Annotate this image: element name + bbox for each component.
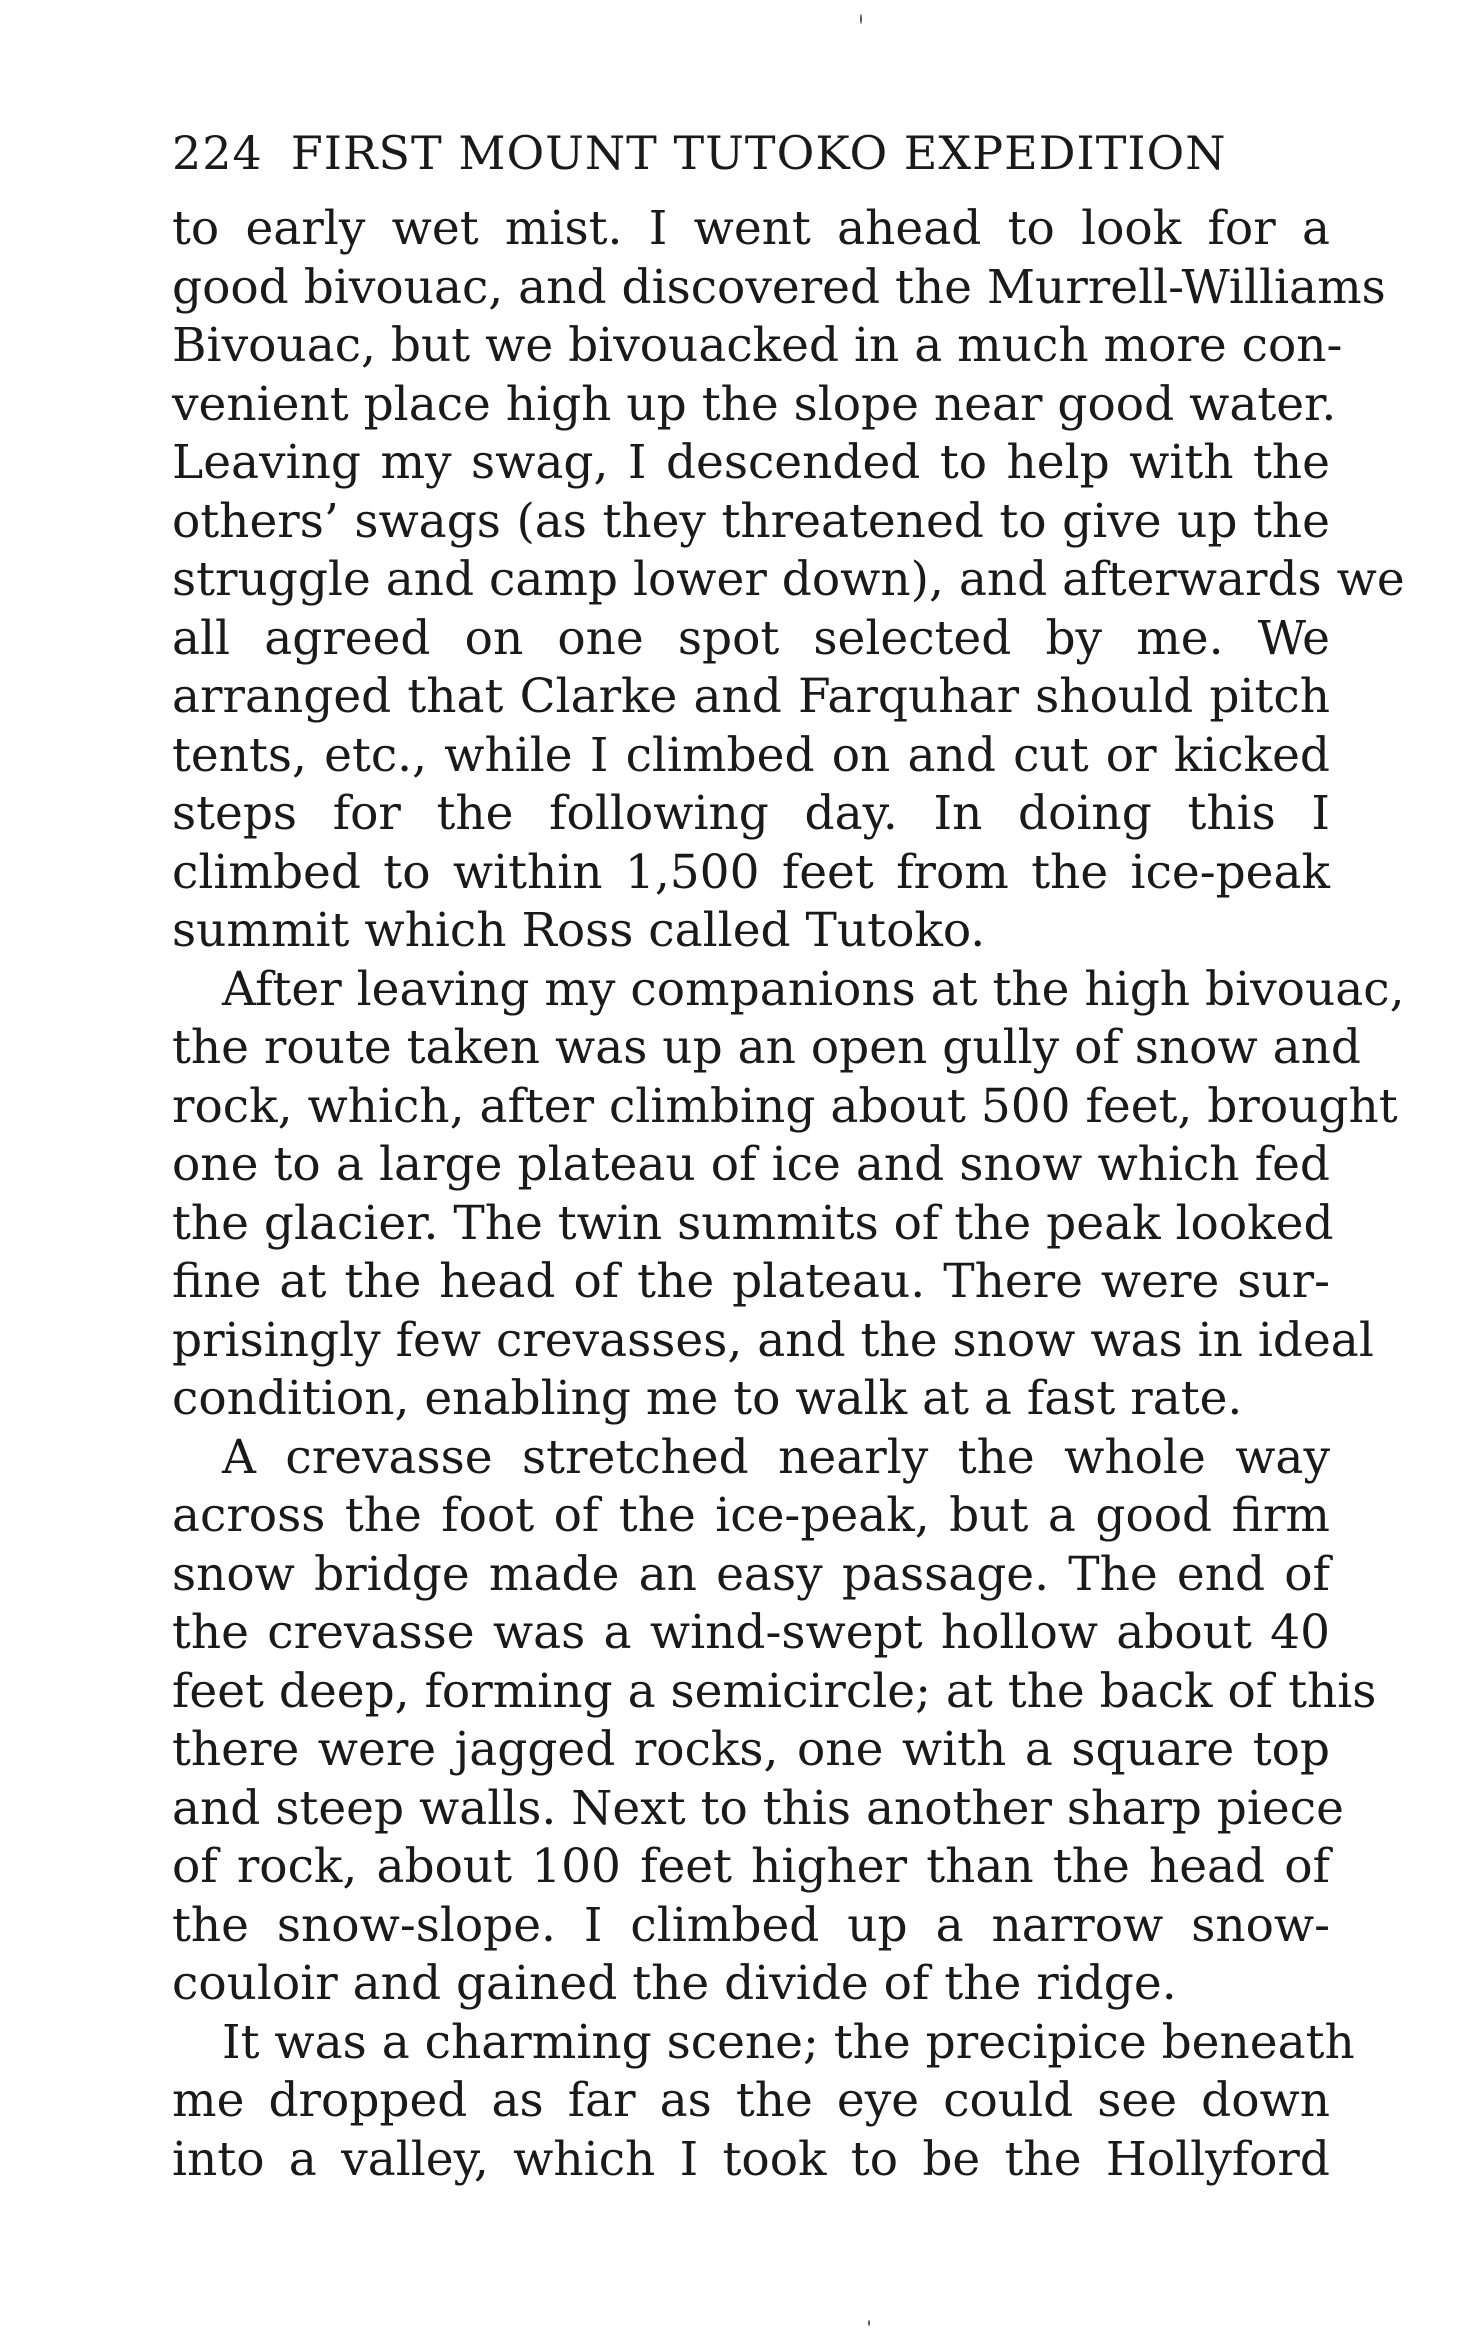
text-line: struggle and camp lower down), and afterwards we	[172, 552, 1405, 607]
body-text	[172, 200, 1405, 2189]
running-title: FIRST MOUNT TUTOKO EXPEDITION	[290, 126, 1227, 180]
text-line: rock, which, after climbing about 500 feet, brought	[172, 1078, 1398, 1134]
text-line: of rock, about 100 feet higher than the head of	[172, 1839, 1330, 1894]
scan-speck	[868, 2320, 870, 2326]
text-line: the crevasse was a wind-swept hollow about 40	[172, 1605, 1330, 1660]
text-line: and steep walls. Next to this another sharp piece	[172, 1780, 1344, 1836]
text-line: prisingly few crevasses, and the snow was in ideal	[172, 1312, 1374, 1368]
text-line: summit which Ross called Tutoko.	[172, 903, 986, 958]
text-line: arranged that Clarke and Farquhar should pitch	[172, 669, 1330, 724]
page-number: 224	[172, 126, 263, 180]
paragraph	[172, 200, 1405, 961]
text-line: into a valley, which I took to be the Hollyford	[172, 2131, 1330, 2187]
scan-speck	[860, 14, 862, 24]
text-line: others’ swags (as they threatened to give up the	[172, 493, 1330, 549]
text-line: all agreed on one spot selected by me. We	[172, 610, 1330, 666]
paragraph	[172, 961, 1405, 1429]
text-line: tents, etc., while I climbed on and cut or kicked	[172, 727, 1330, 783]
text-line: the route taken was up an open gully of snow and	[172, 1020, 1362, 1075]
text-line: to early wet mist. I went ahead to look for a	[172, 201, 1330, 256]
text-line: me dropped as far as the eye could see down	[172, 2073, 1330, 2128]
text-line: It was a charming scene; the precipice beneath	[222, 2014, 1355, 2070]
text-line: there were jagged rocks, one with a square top	[172, 1722, 1330, 1777]
text-line: couloir and gained the divide of the ridge.	[172, 1956, 1177, 2011]
running-head	[172, 118, 1332, 188]
paragraph	[172, 1429, 1377, 2014]
text-line: the snow-slope. I climbed up a narrow snow-	[172, 1897, 1330, 1953]
text-line: venient place high up the slope near good water.	[172, 376, 1337, 432]
text-line: feet deep, forming a semicircle; at the back of this	[172, 1663, 1377, 1719]
text-line: the glacier. The twin summits of the peak looked	[172, 1195, 1334, 1251]
text-line: fine at the head of the plateau. There were sur-	[172, 1254, 1330, 1309]
text-line: A crevasse stretched nearly the whole way	[222, 1429, 1330, 1485]
text-line: Bivouac, but we bivouacked in a much more con-	[172, 318, 1343, 373]
text-line: one to a large plateau of ice and snow which fed	[172, 1137, 1330, 1192]
paragraph	[172, 2014, 1355, 2190]
text-line: After leaving my companions at the high bivouac,	[222, 961, 1405, 1017]
text-line: condition, enabling me to walk at a fast rate.	[172, 1371, 1243, 1426]
text-line: climbed to within 1,500 feet from the ice-peak	[172, 844, 1330, 900]
text-line: Leaving my swag, I descended to help with the	[172, 435, 1330, 490]
text-line: across the foot of the ice-peak, but a good firm	[172, 1488, 1330, 1543]
text-line: good bivouac, and discovered the Murrell-Williams	[172, 259, 1386, 315]
text-line: snow bridge made an easy passage. The end of	[172, 1546, 1330, 1602]
text-line: steps for the following day. In doing this I	[172, 786, 1330, 841]
